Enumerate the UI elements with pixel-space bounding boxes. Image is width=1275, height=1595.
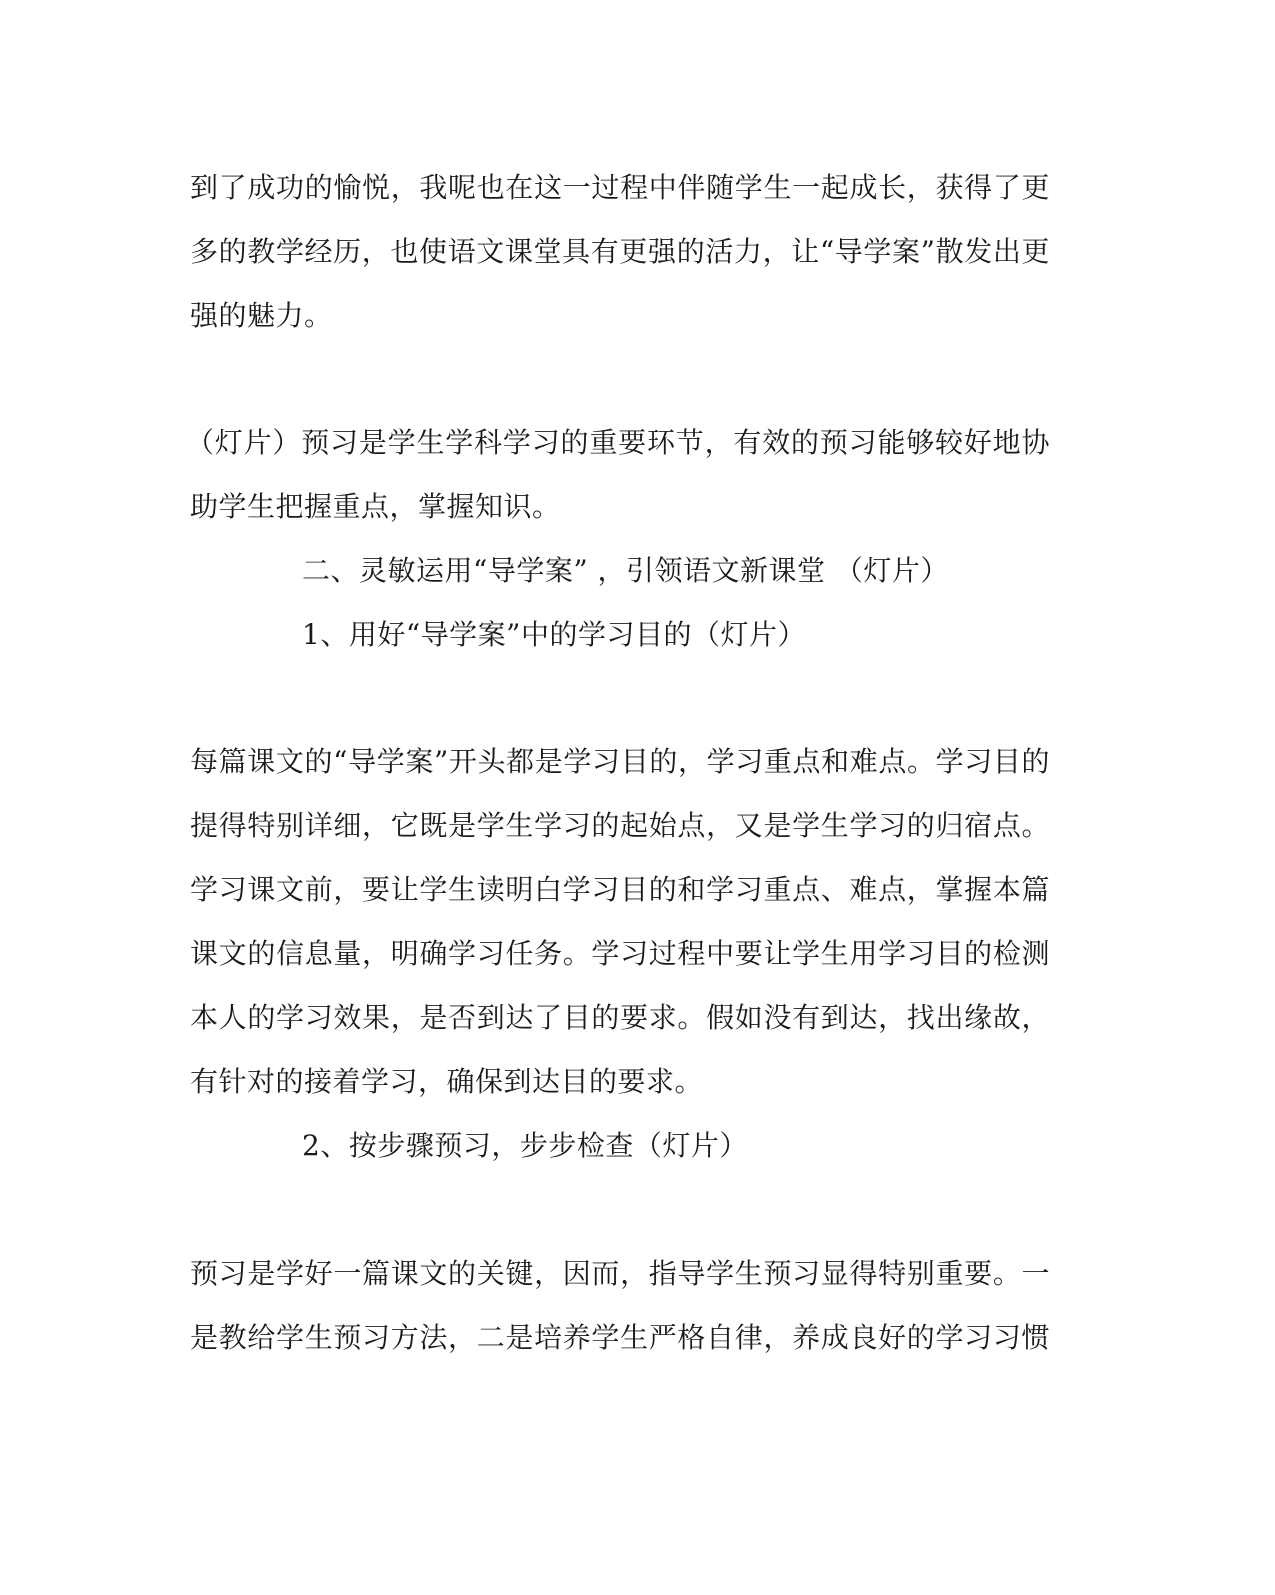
subsection-heading-1: 1、用好“导学案”中的学习目的（灯片）: [302, 618, 806, 651]
section-heading-2: 二、灵敏运用“导学案” ，引领语文新课堂 （灯片）: [302, 554, 949, 587]
paragraph-4-line-1: 预习是学好一篇课文的关键，因而，指导学生预习显得特别重要。一: [190, 1257, 1050, 1290]
paragraph-2-line-1: （灯片）预习是学生学科学习的重要环节，有效的预习能够较好地协: [186, 426, 1050, 459]
paragraph-2-line-2: 助学生把握重点，掌握知识。: [190, 490, 561, 523]
paragraph-1-line-2: 多的教学经历，也使语文课堂具有更强的活力，让“导学案”散发出更: [190, 235, 1050, 268]
paragraph-3-line-6: 有针对的接着学习，确保到达目的要求。: [190, 1065, 704, 1098]
paragraph-4-line-2: 是教给学生预习方法，二是培养学生严格自律，养成良好的学习习惯: [190, 1321, 1050, 1354]
paragraph-3-line-1: 每篇课文的“导学案”开头都是学习目的，学习重点和难点。学习目的: [190, 745, 1050, 778]
paragraph-3-line-3: 学习课文前，要让学生读明白学习目的和学习重点、难点，掌握本篇: [190, 873, 1050, 906]
paragraph-3-line-4: 课文的信息量，明确学习任务。学习过程中要让学生用学习目的检测: [190, 937, 1050, 970]
paragraph-3-line-5: 本人的学习效果，是否到达了目的要求。假如没有到达，找出缘故，: [190, 1001, 1050, 1034]
subsection-heading-2: 2、按步骤预习，步步检查（灯片）: [302, 1129, 748, 1162]
paragraph-1-line-3: 强的魅力。: [190, 299, 333, 332]
paragraph-1-line-1: 到了成功的愉悦，我呢也在这一过程中伴随学生一起成长，获得了更: [190, 171, 1050, 204]
paragraph-3-line-2: 提得特别详细，它既是学生学习的起始点，又是学生学习的归宿点。: [190, 809, 1050, 842]
